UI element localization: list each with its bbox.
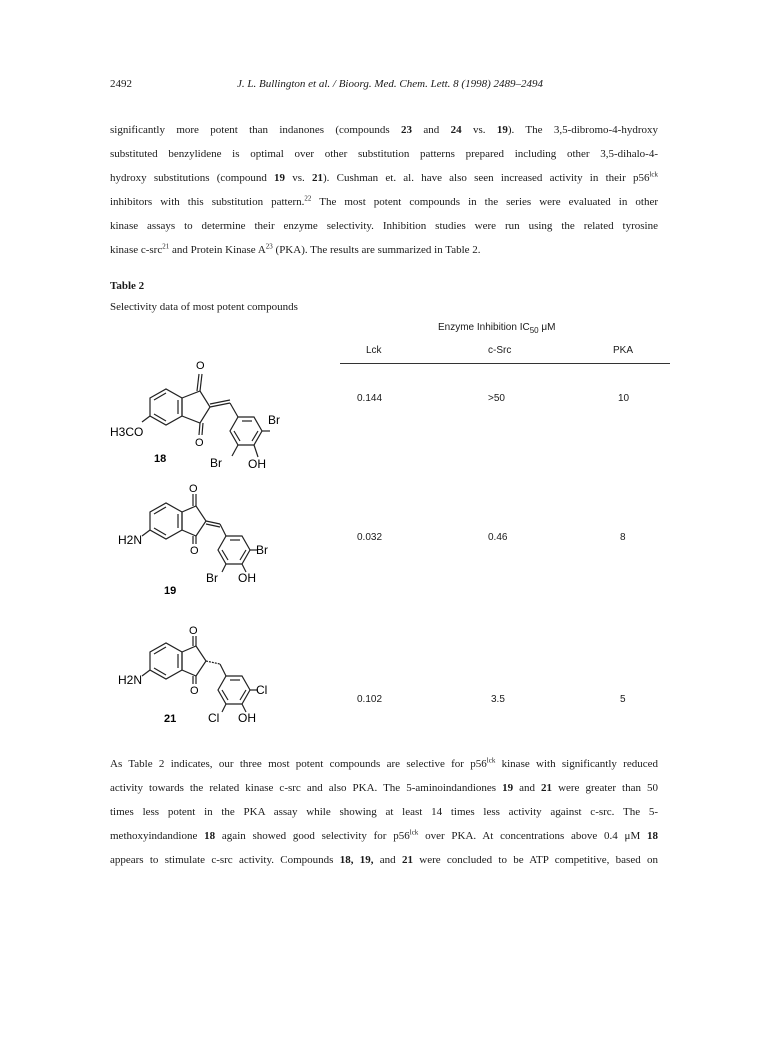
compound-label: 19 (164, 585, 177, 597)
cell-lck-18: 0.144 (357, 393, 383, 404)
cell-pka-19: 8 (620, 532, 626, 543)
halogen-label: Br (206, 571, 218, 585)
hydroxyl-label: OH (248, 457, 266, 471)
compound-label: 21 (164, 713, 177, 725)
table-rule (340, 363, 670, 364)
substituent-label: H2N (118, 533, 143, 547)
running-head: J. L. Bullington et al. / Bioorg. Med. Chem. Lett. 8 (1998) 2489–2494 (236, 78, 544, 90)
text-line: times less potent in the PKA assay while showing at least 14 times less activity against c-src. The 5- (110, 806, 658, 818)
page-number: 2492 (110, 78, 132, 90)
cell-lck-21: 0.102 (357, 694, 383, 705)
halogen-label: Br (268, 413, 280, 427)
table-label: Table 2 (110, 280, 145, 292)
discussion-paragraph (110, 752, 658, 872)
structure-18 (108, 352, 308, 472)
structure-19 (108, 480, 308, 602)
cell-pka-18: 10 (618, 393, 630, 404)
text-line: methoxyindandione 18 again showed good selectivity for $p56^{lck}$ over PKA. At concentrations above 0.4 μM 18 (110, 828, 659, 842)
halogen-label: Cl (208, 711, 220, 725)
cell-csrc-21: 3.5 (491, 694, 505, 705)
text-line: significantly more potent than indanones (compounds 23 and 24 vs. 19). The 3,5-dibromo-4-hydroxy (110, 124, 658, 136)
hydroxyl-label: OH (238, 711, 256, 725)
text-line: inhibitors with this substitution pattern.$^{22}$ The most potent compounds in the series were evaluated in other (110, 194, 658, 208)
table-group-header: Enzyme Inhibition $IC_{50}$ μM (438, 322, 556, 335)
column-header-lck: Lck (366, 345, 382, 356)
atom-label: O (195, 437, 204, 449)
text-line: As Table 2 indicates, our three most potent compounds are selective for $p56^{lck}$ kinase with significantly reduced (110, 756, 658, 770)
text-line: hydroxy substitutions (compound 19 vs. 21). Cushman et. al. have also seen increased activity in their $p56^{lck}$ (110, 170, 659, 184)
atom-label: O (190, 685, 199, 697)
cell-csrc-19: 0.46 (488, 532, 508, 543)
text-line: kinase assays to determine their enzyme selectivity. Inhibition studies were run using the related tyrosine (110, 220, 658, 232)
halogen-label: Cl (256, 683, 268, 697)
substituent-label: H2N (118, 673, 143, 687)
compound-label: 18 (154, 453, 167, 465)
cell-pka-21: 5 (620, 694, 626, 705)
halogen-label: Br (210, 456, 222, 470)
cell-lck-19: 0.032 (357, 532, 383, 543)
text-line: substituted benzylidene is optimal over other substitution patterns prepared including other 3,5-dihalo-4- (110, 148, 658, 160)
cell-csrc-18: >50 (488, 393, 505, 404)
text-line: kinase c-src$^{21}$ and Protein Kinase $A^{23}$ (PKA). The results are summarized in Table 2. (110, 242, 481, 256)
column-header-pka: PKA (613, 345, 634, 356)
substituent-label: H3CO (110, 425, 144, 439)
atom-label: O (196, 360, 205, 372)
structure-21 (108, 624, 308, 734)
table-caption: Selectivity data of most potent compounds (110, 301, 298, 313)
atom-label: O (190, 545, 199, 557)
text-line: activity towards the related kinase c-src and also PKA. The 5-aminoindandiones 19 and 21 were greater than 50 (110, 782, 658, 794)
intro-paragraph (110, 118, 658, 262)
text-line: appears to stimulate c-src activity. Compounds 18, 19, and 21 were concluded to be ATP competitive, based on (110, 854, 658, 866)
atom-label: O (189, 483, 198, 495)
atom-label: O (189, 625, 198, 637)
column-header-csrc: c-Src (488, 345, 512, 356)
halogen-label: Br (256, 543, 268, 557)
hydroxyl-label: OH (238, 571, 256, 585)
